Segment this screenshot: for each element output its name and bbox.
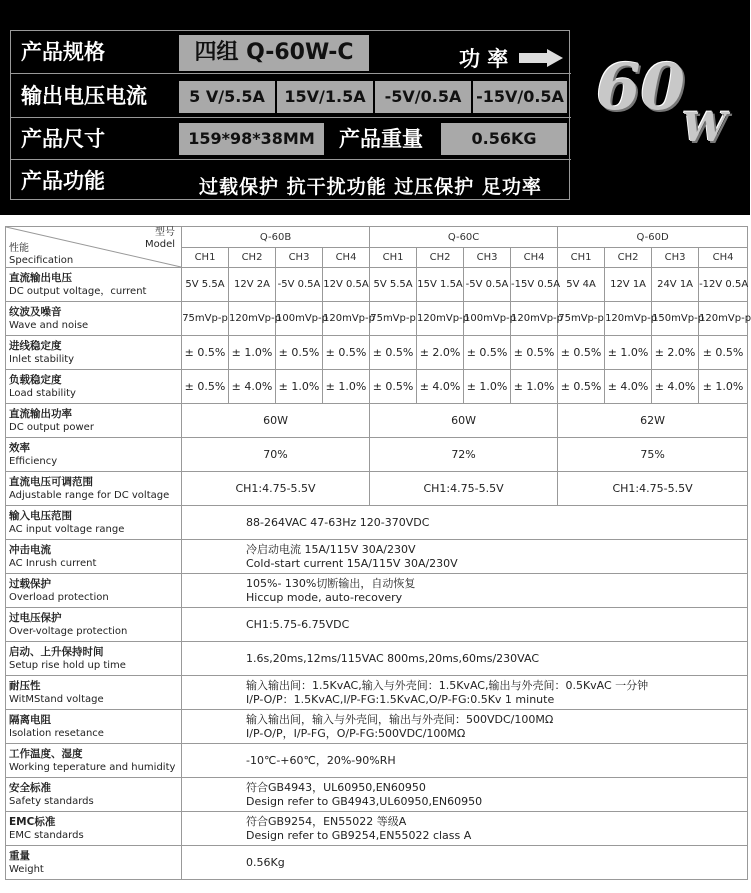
spec-value-line: -10℃-+60℃，20%-90%RH: [246, 753, 396, 767]
spec-value: 120mVp-p: [699, 302, 748, 336]
spec-value: 62W: [558, 404, 748, 438]
spec-row: [6, 574, 748, 608]
right-arrow-icon: [519, 49, 565, 67]
row-label-en: WitMStand voltage: [9, 693, 104, 705]
spec-row: [6, 302, 748, 336]
spec-value: ± 1.0%: [605, 336, 652, 370]
row-label: [6, 268, 182, 302]
spec-value: -15V 0.5A: [511, 268, 558, 302]
spec-value: ± 0.5%: [464, 336, 511, 370]
row-label-cn: 耐压性: [9, 679, 41, 692]
spec-value: ± 0.5%: [182, 370, 229, 404]
spec-value: [182, 846, 748, 880]
spec-row: [6, 506, 748, 540]
spec-value: [182, 506, 748, 540]
spec-value: 5V 5.5A: [182, 268, 229, 302]
row-label-cn: 进线稳定度: [9, 339, 62, 352]
row-label: [6, 710, 182, 744]
spec-label: 产品规格: [21, 40, 105, 64]
spec-row: [6, 404, 748, 438]
row-label-cn: 纹波及噪音: [9, 305, 62, 318]
power-label: 功 率: [459, 47, 509, 71]
row-label: [6, 846, 182, 880]
spec-row: [6, 268, 748, 302]
row-label: [6, 404, 182, 438]
spec-value: [182, 608, 748, 642]
spec-value: 5V 4A: [558, 268, 605, 302]
spec-value: ± 0.5%: [699, 336, 748, 370]
weight-label: 产品重量: [339, 127, 423, 151]
spec-value: -5V 0.5A: [464, 268, 511, 302]
spec-value: ± 0.5%: [182, 336, 229, 370]
spec-value: 75mVp-p: [370, 302, 417, 336]
spec-value: [182, 676, 748, 710]
row-label-cn: 启动、上升保持时间: [9, 645, 104, 658]
row-label-cn: 过载保护: [9, 577, 51, 590]
corner-spec-label: [9, 243, 73, 267]
model-name: Q-60C: [370, 227, 558, 248]
row-label: [6, 472, 182, 506]
row-label-cn: 直流输出功率: [9, 407, 72, 420]
spec-value-line: 1.6s,20ms,12ms/115VAC 800ms,20ms,60ms/230VAC: [246, 651, 539, 665]
row-label: [6, 302, 182, 336]
row-label-en: DC output voltage，current: [9, 285, 147, 297]
spec-value-line: I/P-O/P：1.5KvAC,I/P-FG:1.5KvAC,O/P-FG:0.5Kv 1 minute: [246, 692, 555, 706]
row-label-en: EMC standards: [9, 829, 84, 841]
row-label-en: AC input voltage range: [9, 523, 125, 535]
spec-row: [6, 846, 748, 880]
row-label: [6, 642, 182, 676]
output-value: 15V/1.5A: [277, 81, 373, 113]
spec-row: [6, 540, 748, 574]
spec-value: CH1:4.75-5.5V: [182, 472, 370, 506]
channel-name: CH4: [699, 248, 748, 268]
size-label: 产品尺寸: [21, 127, 105, 151]
header-divider: [11, 159, 571, 160]
spec-row: [6, 710, 748, 744]
spec-value: [182, 778, 748, 812]
function-value: 过载保护 抗干扰功能 过压保护 足功率: [199, 176, 542, 198]
spec-value: ± 1.0%: [276, 370, 323, 404]
output-value: -5V/0.5A: [375, 81, 471, 113]
spec-value: ± 0.5%: [370, 370, 417, 404]
row-label-cn: 输入电压范围: [9, 509, 72, 522]
corner-model-en: Model: [144, 239, 175, 250]
spec-value: 120mVp-p: [417, 302, 464, 336]
spec-value: CH1:4.75-5.5V: [370, 472, 558, 506]
channel-name: CH2: [605, 248, 652, 268]
row-label-cn: 负载稳定度: [9, 373, 62, 386]
row-label-cn: 效率: [9, 441, 30, 454]
channel-name: CH4: [511, 248, 558, 268]
spec-value: 75mVp-p: [182, 302, 229, 336]
spec-value: ± 0.5%: [276, 336, 323, 370]
channel-name: CH2: [417, 248, 464, 268]
spec-value: ± 0.5%: [511, 336, 558, 370]
spec-row: [6, 812, 748, 846]
row-label-en: Adjustable range for DC voltage: [9, 489, 170, 501]
product-header-box: [10, 30, 570, 200]
spec-value: CH1:4.75-5.5V: [558, 472, 748, 506]
row-label-en: Working teperature and humidity: [9, 761, 176, 773]
channel-name: CH2: [229, 248, 276, 268]
row-label: [6, 744, 182, 778]
spec-value-line: Hiccup mode, auto-recovery: [246, 590, 403, 604]
row-label-cn: 重量: [9, 849, 30, 862]
channel-name: CH4: [323, 248, 370, 268]
spec-value: 12V 2A: [229, 268, 276, 302]
model-header-row: [6, 227, 748, 248]
spec-value: 四组 Q-60W-C: [179, 35, 369, 71]
channel-name: CH1: [182, 248, 229, 268]
spec-value: ± 1.0%: [699, 370, 748, 404]
spec-value: ± 0.5%: [370, 336, 417, 370]
spec-value: ± 0.5%: [558, 370, 605, 404]
row-label-cn: 冲击电流: [9, 543, 51, 556]
spec-value-line: Design refer to GB4943,UL60950,EN60950: [246, 794, 483, 808]
spec-value-line: 88-264VAC 47-63Hz 120-370VDC: [246, 515, 430, 529]
spec-value: ± 0.5%: [558, 336, 605, 370]
row-label-cn: 过电压保护: [9, 611, 62, 624]
row-label-en: AC Inrush current: [9, 557, 97, 569]
spec-value: ± 1.0%: [323, 370, 370, 404]
spec-value: 15V 1.5A: [417, 268, 464, 302]
row-label-cn: 直流电压可调范围: [9, 475, 93, 488]
row-label: [6, 676, 182, 710]
spec-value: [182, 710, 748, 744]
spec-value-line: 输入输出间，输入与外壳间，输出与外壳间：500VDC/100MΩ: [246, 712, 554, 726]
row-label: [6, 574, 182, 608]
spec-value-line: I/P-O/P，I/P-FG，O/P-FG:500VDC/100MΩ: [246, 726, 466, 740]
corner-model-cn: 型号: [155, 227, 175, 238]
spec-value-line: CH1:5.75-6.75VDC: [246, 617, 350, 631]
row-label-cn: 工作温度、湿度: [9, 747, 83, 760]
corner-spec-cn: 性能: [9, 243, 29, 254]
spec-value: 120mVp-p: [323, 302, 370, 336]
row-label-en: Overload protection: [9, 591, 109, 603]
spec-value: 12V 1A: [605, 268, 652, 302]
spec-value: ± 2.0%: [652, 336, 699, 370]
spec-value: 100mVp-p: [276, 302, 323, 336]
output-label: 输出电压电流: [21, 84, 147, 108]
header-divider: [11, 73, 571, 74]
row-label-en: Inlet stability: [9, 353, 75, 365]
spec-value: ± 1.0%: [229, 336, 276, 370]
row-label: [6, 540, 182, 574]
spec-value: 100mVp-p: [464, 302, 511, 336]
spec-value: ± 4.0%: [652, 370, 699, 404]
spec-value-line: Cold-start current 15A/115V 30A/230V: [246, 556, 458, 570]
spec-value: -5V 0.5A: [276, 268, 323, 302]
spec-row: [6, 370, 748, 404]
spec-value: -12V 0.5A: [699, 268, 748, 302]
row-label-en: Weight: [9, 863, 44, 875]
spec-value: 120mVp-p: [511, 302, 558, 336]
row-label-en: Efficiency: [9, 455, 58, 467]
channel-name: CH1: [558, 248, 605, 268]
row-label: [6, 812, 182, 846]
row-label-en: Load stability: [9, 387, 76, 399]
spec-row: [6, 472, 748, 506]
row-label-cn: 直流输出电压: [9, 271, 72, 284]
row-label: [6, 778, 182, 812]
spec-value-line: Design refer to GB9254,EN55022 class A: [246, 828, 472, 842]
product-banner: [0, 0, 750, 215]
spec-value: ± 0.5%: [323, 336, 370, 370]
spec-value-line: 105%- 130%切断输出，自动恢复: [246, 576, 416, 590]
spec-value-line: 符合GB4943，UL60950,EN60950: [246, 780, 426, 794]
spec-value: ± 4.0%: [605, 370, 652, 404]
spec-row: [6, 778, 748, 812]
spec-value: 60W: [370, 404, 558, 438]
spec-value: 72%: [370, 438, 558, 472]
spec-value: [182, 642, 748, 676]
spec-value: ± 4.0%: [417, 370, 464, 404]
corner-spec-en: Specification: [9, 255, 74, 266]
spec-row: [6, 608, 748, 642]
spec-value-line: 0.56Kg: [246, 855, 285, 869]
spec-value: ± 1.0%: [464, 370, 511, 404]
spec-value: 5V 5.5A: [370, 268, 417, 302]
spec-value: 120mVp-p: [229, 302, 276, 336]
row-label: [6, 438, 182, 472]
spec-value: 70%: [182, 438, 370, 472]
spec-value: 12V 0.5A: [323, 268, 370, 302]
spec-value: 150mVp-p: [652, 302, 699, 336]
weight-value: 0.56KG: [441, 123, 567, 155]
corner-model-label: [145, 227, 175, 251]
spec-value-line: 冷启动电流 15A/115V 30A/230V: [246, 542, 416, 556]
row-label-en: DC output power: [9, 421, 94, 433]
row-label: [6, 608, 182, 642]
row-label-cn: EMC标准: [9, 815, 56, 828]
row-label-en: Over-voltage protection: [9, 625, 128, 637]
spec-value: 75%: [558, 438, 748, 472]
row-label-cn: 安全标准: [9, 781, 51, 794]
spec-value: 24V 1A: [652, 268, 699, 302]
spec-row: [6, 744, 748, 778]
spec-row: [6, 642, 748, 676]
spec-value-line: 输入输出间：1.5KvAC,输入与外壳间：1.5KvAC,输出与外壳间：0.5KvAC 一分钟: [246, 678, 649, 692]
spec-value: 75mVp-p: [558, 302, 605, 336]
spec-row: [6, 438, 748, 472]
power-badge-number: 60: [596, 50, 686, 125]
channel-name: CH1: [370, 248, 417, 268]
spec-value: 120mVp-p: [605, 302, 652, 336]
spec-value: [182, 574, 748, 608]
model-name: Q-60B: [182, 227, 370, 248]
spec-value: [182, 812, 748, 846]
channel-name: CH3: [652, 248, 699, 268]
row-label-en: Isolation resetance: [9, 727, 104, 739]
row-label-en: Setup rise hold up time: [9, 659, 126, 671]
output-value: -15V/0.5A: [473, 81, 567, 113]
spec-value-line: 符合GB9254，EN55022 等级A: [246, 814, 407, 828]
table-corner-cell: [6, 227, 182, 268]
channel-name: CH3: [464, 248, 511, 268]
row-label-en: Wave and noise: [9, 319, 89, 331]
spec-row: [6, 336, 748, 370]
row-label: [6, 370, 182, 404]
spec-value: ± 2.0%: [417, 336, 464, 370]
power-badge-unit: W: [682, 104, 727, 151]
spec-value: [182, 540, 748, 574]
spec-value: ± 4.0%: [229, 370, 276, 404]
spec-row: [6, 676, 748, 710]
spec-value: [182, 744, 748, 778]
row-label-cn: 隔离电阻: [9, 713, 51, 726]
output-value: 5 V/5.5A: [179, 81, 275, 113]
size-value: 159*98*38MM: [179, 123, 324, 155]
row-label-en: Safety standards: [9, 795, 94, 807]
spec-table: [5, 226, 751, 880]
spec-value: 60W: [182, 404, 370, 438]
row-label: [6, 506, 182, 540]
channel-name: CH3: [276, 248, 323, 268]
model-name: Q-60D: [558, 227, 748, 248]
row-label: [6, 336, 182, 370]
spec-value: ± 1.0%: [511, 370, 558, 404]
function-label: 产品功能: [21, 169, 105, 193]
header-divider: [11, 117, 571, 118]
